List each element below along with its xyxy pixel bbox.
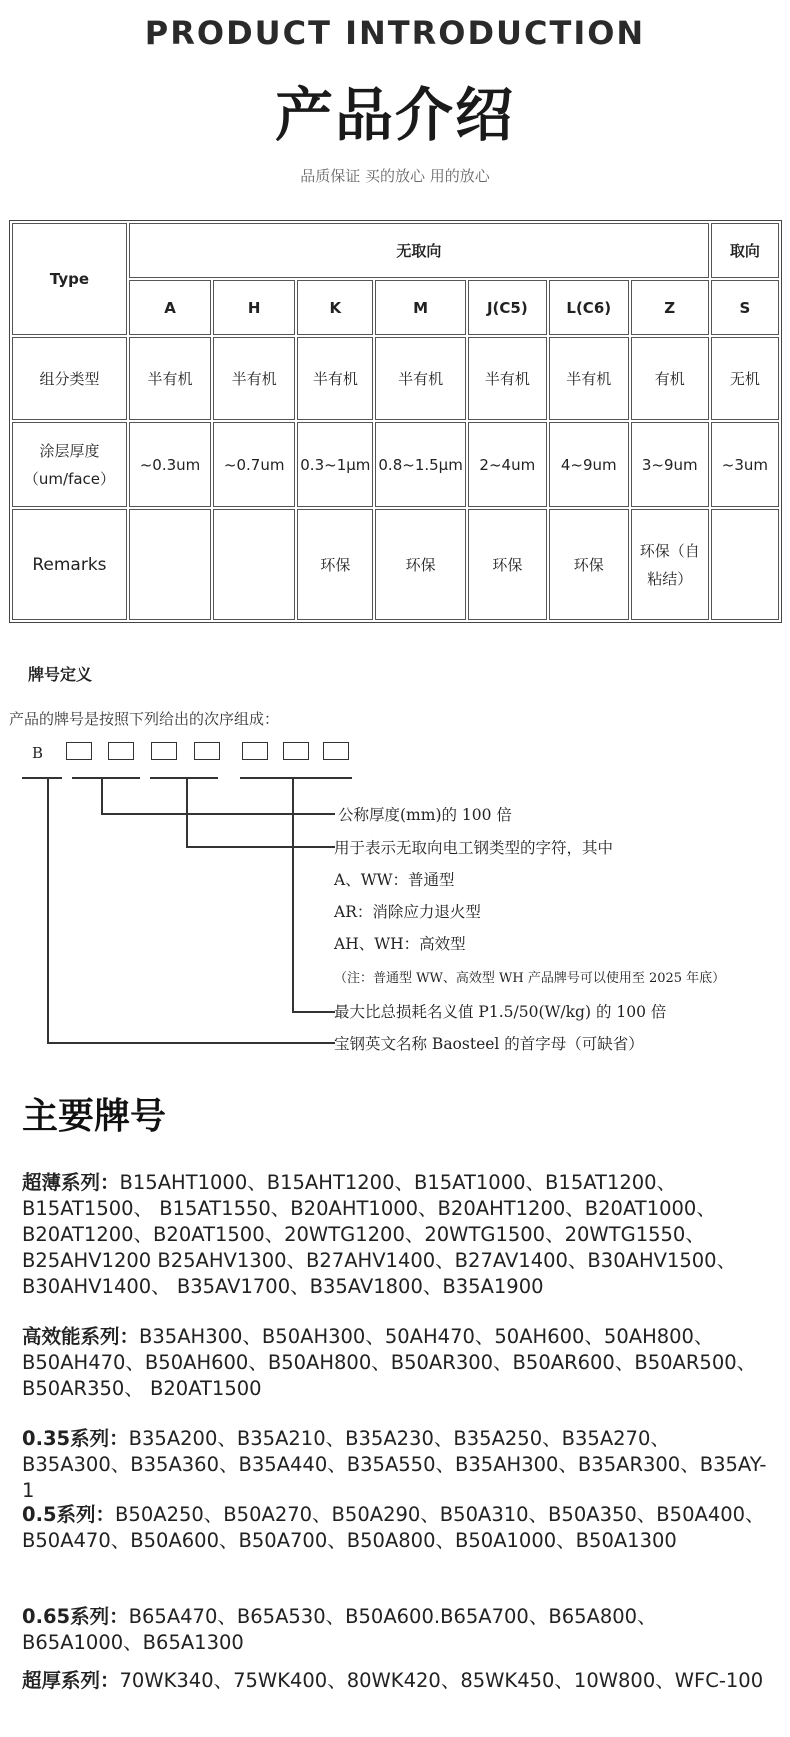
column-header: A [129,280,211,335]
table-cell: ~3um [711,422,779,507]
series-paragraph [22,1324,772,1402]
main-grades-title: 主要牌号 [22,1096,167,1137]
table-cell: 环保 [297,509,373,620]
series-name: 超薄系列： [22,1171,120,1194]
table-cell: ~0.3um [129,422,211,507]
table-cell: 半有机 [375,337,465,420]
subtitle: 品质保证 买的放心 用的放心 [300,167,490,185]
series-name: 0.5系列： [22,1503,116,1526]
table-cell [711,509,779,620]
column-header: J(C5) [468,280,547,335]
connector-line [101,813,335,815]
series-paragraph [22,1426,772,1504]
column-header: L(C6) [549,280,629,335]
column-header: K [297,280,373,335]
connector-line [186,846,335,848]
connector-line [186,777,188,847]
table-cell: 环保 [375,509,465,620]
series-grades: B65A470、B65A530、B50A600.B65A700、B65A800、B65A1000、B65A1300 [22,1605,657,1654]
series-name: 0.35系列： [22,1427,129,1450]
diagram-label: 公称厚度(mm)的 100 倍 [338,806,512,824]
placeholder-box [283,742,309,760]
underline [240,777,352,779]
placeholder-box [108,742,134,760]
table-cell: 半有机 [213,337,295,420]
table-cell: 半有机 [468,337,547,420]
row-label: Remarks [12,509,127,620]
table-cell: 半有机 [297,337,373,420]
prefix-letter: B [32,744,44,762]
table-cell: 环保 [468,509,547,620]
underline [22,777,62,779]
series-paragraph [22,1502,772,1554]
english-title: PRODUCT INTRODUCTION [144,14,646,52]
column-header: S [711,280,779,335]
diagram-label: A、WW：普通型 [334,871,455,889]
series-name: 高效能系列： [22,1325,140,1348]
series-name: 超厚系列： [22,1669,120,1692]
placeholder-box [66,742,92,760]
table-cell: 无机 [711,337,779,420]
series-grades: B15AHT1000、B15AHT1200、B15AT1000、B15AT1200、B15AT1500、 B15AT1550、B20AHT1000、B20AHT1200、B20AT1000、B20AT1200、B20AT1500、20WTG1200、20WTG1500、20WTG1550、B25AHV1200 B25AHV1300、B27AHV1400、B27AV1400、B30AHV1500、B30AHV1400、 B35AV1700、B35AV1800、B35A1900 [22,1171,737,1298]
diagram-label: 用于表示无取向电工钢类型的字符，其中 [334,839,614,857]
non-oriented-header: 无取向 [129,223,709,278]
chinese-title: 产品介绍 [274,81,515,149]
connector-line [101,777,103,814]
diagram-note: （注：普通型 WW、高效型 WH 产品牌号可以使用至 2025 年底） [334,971,726,986]
type-header: Type [12,223,127,335]
table-cell: 0.8~1.5μm [375,422,465,507]
diagram-label: 宝钢英文名称 Baosteel 的首字母（可缺省） [334,1035,644,1053]
table-cell: 半有机 [549,337,629,420]
table-cell: 环保（自粘结） [631,509,709,620]
column-header: M [375,280,465,335]
table-cell [129,509,211,620]
diagram-label: AR：消除应力退火型 [334,903,481,921]
table-cell: 0.3~1μm [297,422,373,507]
table-cell: 3~9um [631,422,709,507]
series-grades: B35AH300、B50AH300、50AH470、50AH600、50AH800、B50AH470、B50AH600、B50AH800、B50AR300、B50AR600、B50AR500、B50AR350、 B20AT1500 [22,1325,757,1400]
series-grades: B50A250、B50A270、B50A290、B50A310、B50A350、B50A400、B50A470、B50A600、B50A700、B50A800、B50A1000、B50A1300 [22,1503,765,1552]
connector-line [47,777,49,1043]
spec-table [9,220,782,623]
grade-definition-description: 产品的牌号是按照下列给出的次序组成： [9,710,280,728]
series-paragraph [22,1170,772,1300]
diagram-label: 最大比总损耗名义值 P1.5/50(W/kg) 的 100 倍 [334,1003,667,1021]
series-paragraph [22,1604,772,1656]
row-label: 组分类型 [12,337,127,420]
series-paragraph [22,1668,772,1694]
column-header: Z [631,280,709,335]
table-cell: ~0.7um [213,422,295,507]
placeholder-box [323,742,349,760]
series-name: 0.65系列： [22,1605,129,1628]
diagram-label: AH、WH：高效型 [334,935,466,953]
series-grades: B35A200、B35A210、B35A230、B35A250、B35A270、B35A300、B35A360、B35A440、B35A550、B35AH300、B35AR300、B35AY-1 [22,1427,767,1502]
placeholder-box [194,742,220,760]
placeholder-box [151,742,177,760]
table-cell [213,509,295,620]
underline [150,777,218,779]
placeholder-box [242,742,268,760]
table-cell: 环保 [549,509,629,620]
table-cell: 半有机 [129,337,211,420]
table-cell: 有机 [631,337,709,420]
table-cell: 4~9um [549,422,629,507]
connector-line [292,1011,335,1013]
oriented-header: 取向 [711,223,779,278]
table-cell: 2~4um [468,422,547,507]
column-header: H [213,280,295,335]
series-grades: 70WK340、75WK400、80WK420、85WK450、10W800、WFC-100 [119,1669,764,1692]
underline [72,777,140,779]
row-label: 涂层厚度（um/face） [12,422,127,507]
connector-line [47,1042,335,1044]
grade-definition-title: 牌号定义 [28,665,93,684]
connector-line [292,777,294,1012]
